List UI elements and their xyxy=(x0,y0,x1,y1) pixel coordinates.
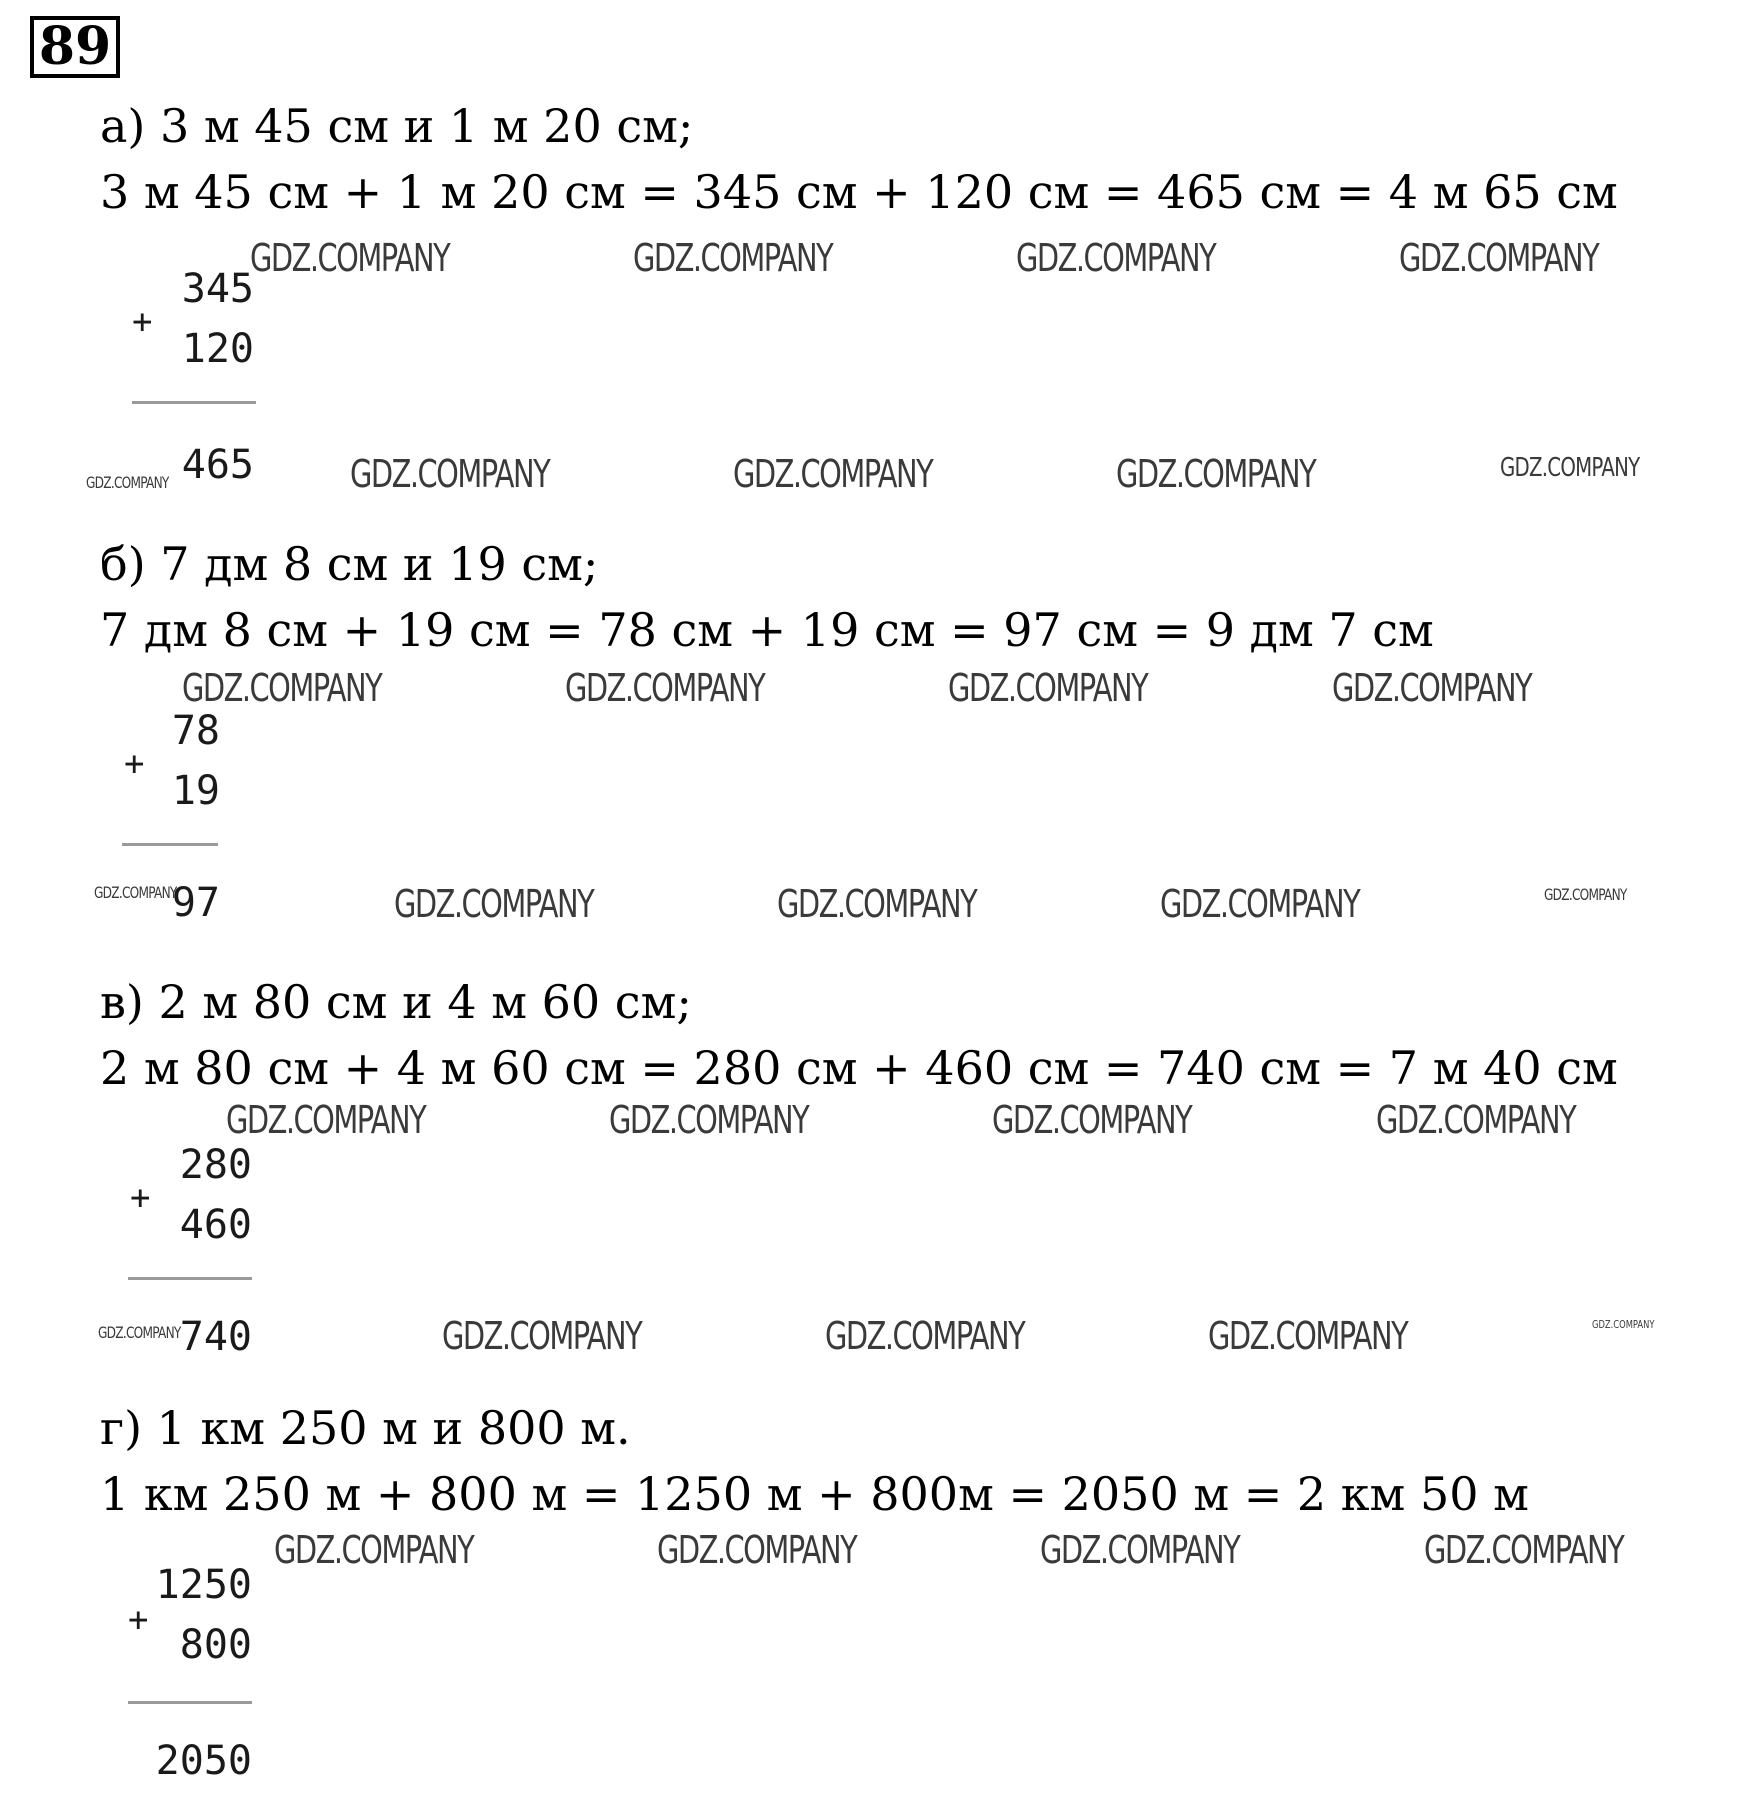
watermark: GDZ.COMPANY xyxy=(86,473,169,492)
part-c-heading: в) 2 м 80 см и 4 м 60 см; xyxy=(100,975,692,1029)
watermark: GDZ.COMPANY xyxy=(825,1314,1025,1358)
part-b-equation: 7 дм 8 см + 19 см = 78 см + 19 см = 97 см = 9 дм 7 см xyxy=(100,603,1434,657)
watermark: GDZ.COMPANY xyxy=(1376,1098,1576,1142)
part-a-heading: а) 3 м 45 см и 1 м 20 см; xyxy=(100,99,694,153)
watermark: GDZ.COMPANY xyxy=(1016,236,1216,280)
part-d-addend-1: 1250 xyxy=(155,1562,252,1608)
part-b-sum: 97 xyxy=(171,880,220,926)
watermark: GDZ.COMPANY xyxy=(657,1528,857,1572)
watermark: GDZ.COMPANY xyxy=(94,883,177,902)
problem-number: 89 xyxy=(30,16,120,78)
watermark: GDZ.COMPANY xyxy=(992,1098,1192,1142)
watermark: GDZ.COMPANY xyxy=(609,1098,809,1142)
watermark: GDZ.COMPANY xyxy=(274,1528,474,1572)
watermark: GDZ.COMPANY xyxy=(733,452,933,496)
part-c-sum: 740 xyxy=(179,1314,252,1360)
watermark: GDZ.COMPANY xyxy=(1040,1528,1240,1572)
watermark: GDZ.COMPANY xyxy=(394,882,594,926)
watermark: GDZ.COMPANY xyxy=(350,452,550,496)
watermark: GDZ.COMPANY xyxy=(1208,1314,1408,1358)
part-d-addend-2: 800 xyxy=(179,1622,252,1668)
part-c-addend-2: 460 xyxy=(179,1202,252,1248)
part-c-sum-line xyxy=(128,1277,252,1280)
watermark: GDZ.COMPANY xyxy=(1332,666,1532,710)
part-b-addend-2: 19 xyxy=(171,768,220,814)
part-a-sum: 465 xyxy=(181,442,254,488)
part-a-addend-1: 345 xyxy=(181,266,254,312)
part-b-plus-sign: + xyxy=(124,744,145,784)
part-a-addend-2: 120 xyxy=(181,326,254,372)
part-d-sum: 2050 xyxy=(155,1738,252,1784)
part-c-plus-sign: + xyxy=(130,1178,151,1218)
watermark: GDZ.COMPANY xyxy=(1544,885,1627,904)
part-c-addend-1: 280 xyxy=(179,1142,252,1188)
watermark: GDZ.COMPANY xyxy=(777,882,977,926)
part-a-sum-line xyxy=(132,401,256,404)
watermark: GDZ.COMPANY xyxy=(1592,1318,1655,1331)
part-d-heading: г) 1 км 250 м и 800 м. xyxy=(100,1401,631,1455)
part-b-sum-line xyxy=(122,843,218,846)
part-a-equation: 3 м 45 см + 1 м 20 см = 345 см + 120 см = 465 см = 4 м 65 см xyxy=(100,165,1618,219)
part-b-heading: б) 7 дм 8 см и 19 см; xyxy=(100,537,599,591)
watermark: GDZ.COMPANY xyxy=(250,236,450,280)
watermark: GDZ.COMPANY xyxy=(1116,452,1316,496)
part-b-addend-1: 78 xyxy=(171,708,220,754)
watermark: GDZ.COMPANY xyxy=(1160,882,1360,926)
watermark: GDZ.COMPANY xyxy=(182,666,382,710)
watermark: GDZ.COMPANY xyxy=(1500,453,1640,483)
watermark: GDZ.COMPANY xyxy=(1424,1528,1624,1572)
part-a-plus-sign: + xyxy=(132,302,153,342)
watermark: GDZ.COMPANY xyxy=(442,1314,642,1358)
watermark: GDZ.COMPANY xyxy=(948,666,1148,710)
watermark: GDZ.COMPANY xyxy=(565,666,765,710)
part-d-sum-line xyxy=(128,1701,252,1704)
watermark: GDZ.COMPANY xyxy=(226,1098,426,1142)
part-c-equation: 2 м 80 см + 4 м 60 см = 280 см + 460 см = 740 см = 7 м 40 см xyxy=(100,1041,1618,1095)
part-d-equation: 1 км 250 м + 800 м = 1250 м + 800м = 2050 м = 2 км 50 м xyxy=(100,1467,1529,1521)
watermark: GDZ.COMPANY xyxy=(633,236,833,280)
watermark: GDZ.COMPANY xyxy=(98,1323,181,1342)
part-d-plus-sign: + xyxy=(128,1600,149,1640)
watermark: GDZ.COMPANY xyxy=(1399,236,1599,280)
